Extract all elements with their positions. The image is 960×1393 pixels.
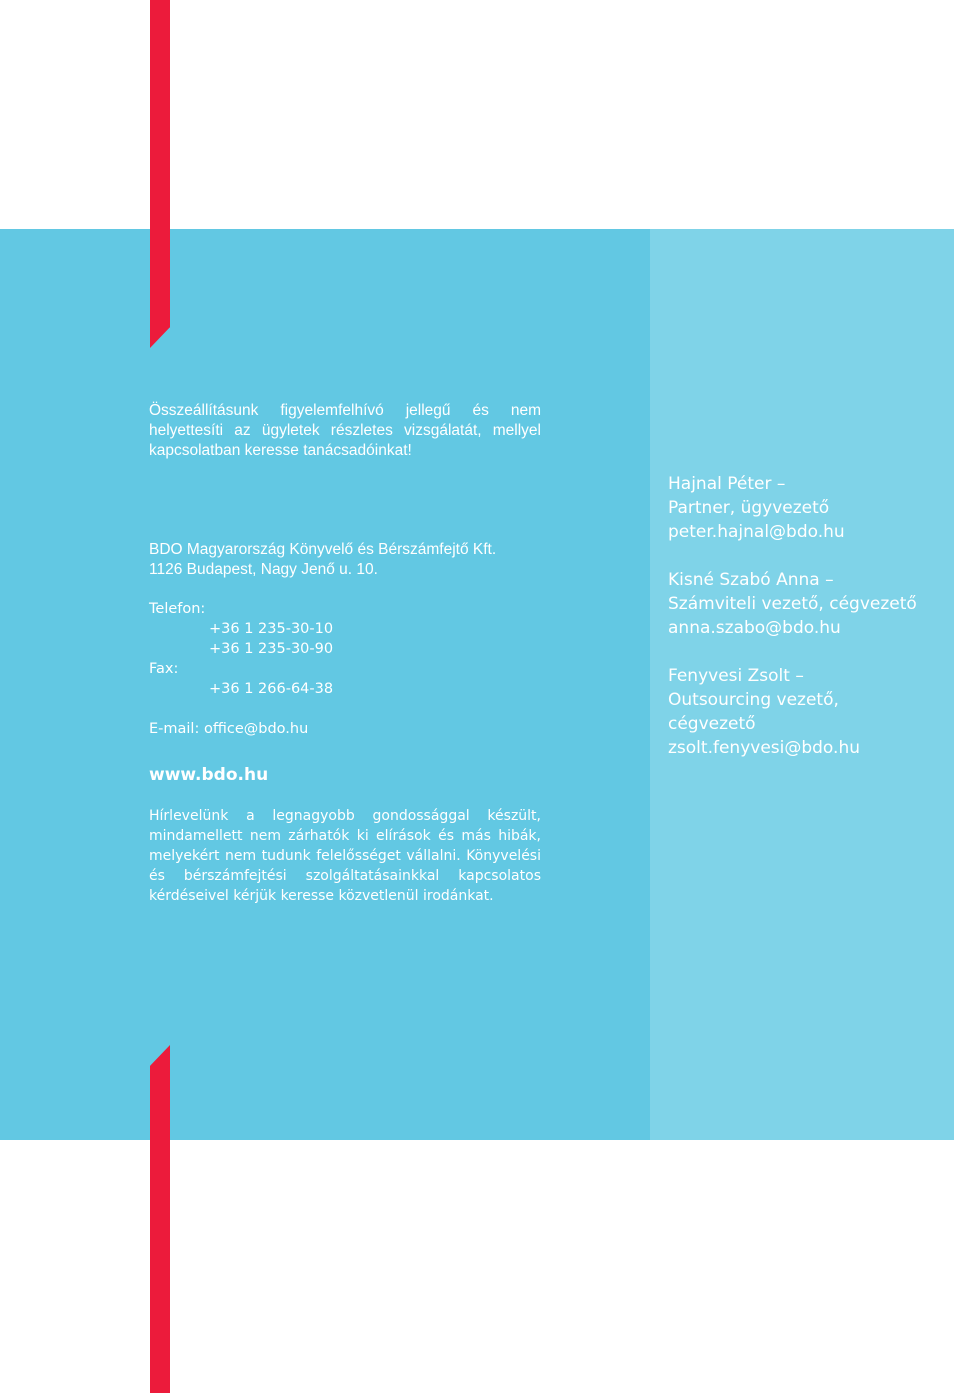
office-email-link[interactable]: office@bdo.hu (203, 721, 309, 737)
person-title: Outsourcing vezető, (668, 690, 839, 710)
contact-persons (668, 472, 948, 784)
disclaimer-text: Hírlevelünk a legnagyobb gondossággal készült, mindamellett nem zárhatók ki elírások és más hibák, melyekért nem tudunk felelősséget vállalni. Könyvelési és bérszámfejtési szolgáltatásainkkal kapcsolatos kérdéseivel kérjük keresse közvetlenül irodánkat. (149, 808, 541, 904)
company-address: 1126 Budapest, Nagy Jenő u. 10. (149, 561, 378, 578)
person-title-continued: cégvezető (668, 714, 756, 734)
person-name: Kisné Szabó Anna – (668, 570, 834, 590)
fax-number: +36 1 266-64-38 (209, 681, 334, 697)
fax-label: Fax: (149, 661, 179, 677)
red-accent-bar-bottom (150, 1045, 170, 1393)
person-email-link[interactable]: zsolt.fenyvesi@bdo.hu (668, 738, 860, 758)
person-kisne-szabo-anna (668, 568, 948, 640)
person-email-link[interactable]: peter.hajnal@bdo.hu (668, 522, 845, 542)
company-block (149, 540, 569, 580)
email-row (149, 719, 569, 739)
website-link[interactable]: www.bdo.hu (149, 765, 269, 785)
company-name: BDO Magyarország Könyvelő és Bérszámfejtő Kft. (149, 541, 497, 558)
person-title: Számviteli vezető, cégvezető (668, 594, 917, 614)
person-email-link[interactable]: anna.szabo@bdo.hu (668, 618, 841, 638)
red-accent-bar-top (150, 0, 170, 348)
contact-block (149, 599, 569, 739)
phone-number-1[interactable]: +36 1 235-30-10 (209, 621, 334, 637)
email-label: E-mail: (149, 721, 200, 737)
person-name: Fenyvesi Zsolt – (668, 666, 804, 686)
person-name: Hajnal Péter – (668, 474, 786, 494)
intro-notice: Összeállításunk figyelemfelhívó jellegű és nem helyettesíti az ügyletek részletes vizsgálatát, mellyel kapcsolatban keresse tanácsadóinkat! (149, 402, 541, 459)
person-hajnal-peter (668, 472, 948, 544)
phone-label: Telefon: (149, 601, 206, 617)
person-title: Partner, ügyvezető (668, 498, 830, 518)
phone-number-2[interactable]: +36 1 235-30-90 (209, 641, 334, 657)
person-fenyvesi-zsolt (668, 664, 948, 760)
